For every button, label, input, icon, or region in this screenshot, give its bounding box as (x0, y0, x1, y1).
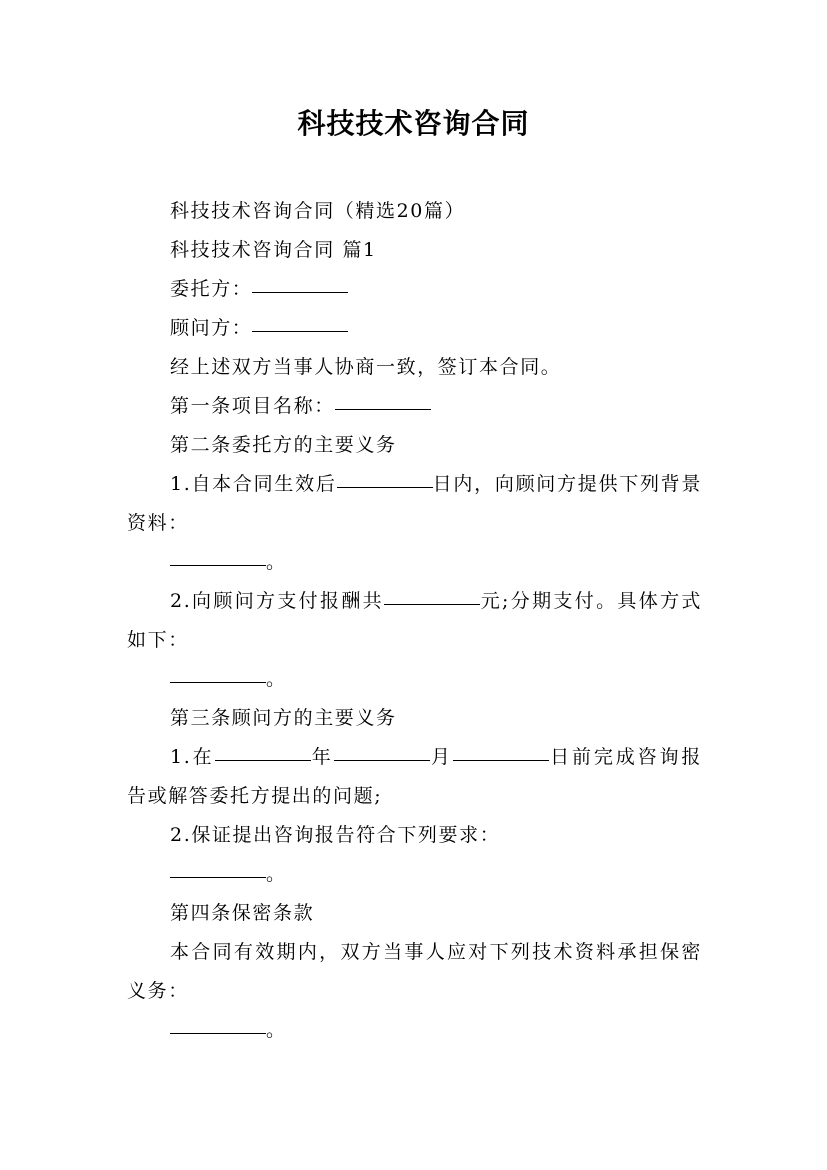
document-body (127, 192, 702, 1050)
article-4-text (127, 933, 702, 1011)
article-4-heading (127, 894, 702, 933)
article-1-label: 第一条项目名称： (170, 395, 335, 417)
article-1-line (127, 387, 702, 426)
payment-method-period: 。 (266, 668, 287, 690)
article-3-item-2 (127, 816, 702, 855)
requirements-blank (170, 876, 266, 878)
day-blank (453, 759, 549, 761)
payment-blank (384, 603, 480, 605)
materials-period: 。 (266, 551, 287, 573)
article-3-item-2-text: 2.保证提出咨询报告符合下列要求： (170, 824, 501, 846)
client-line (127, 270, 702, 309)
year-blank (215, 759, 311, 761)
article-2-heading (127, 426, 702, 465)
client-label: 委托方： (170, 278, 253, 300)
article-2-item-2-text-b: 元;分期支付。具体方式如下： (127, 590, 702, 651)
requirements-period: 。 (266, 863, 287, 885)
subtitle-text: 科技技术咨询合同（精选20篇） (170, 200, 466, 222)
payment-method-line (127, 660, 702, 699)
month-label: 月 (429, 746, 453, 768)
article-2-heading-text: 第二条委托方的主要义务 (170, 434, 397, 456)
consultant-label: 顾问方： (170, 317, 253, 339)
article-3-heading-text: 第三条顾问方的主要义务 (170, 707, 397, 729)
consultant-line (127, 309, 702, 348)
project-name-blank (335, 408, 431, 410)
materials-blank (170, 564, 266, 566)
requirements-line (127, 855, 702, 894)
payment-method-blank (170, 681, 266, 683)
article-3-item-1-text-a: 1.在 (170, 746, 215, 768)
month-blank (334, 759, 430, 761)
section-heading (127, 231, 702, 270)
subtitle-line (127, 192, 702, 231)
consultant-blank (252, 330, 348, 332)
agreement-line (127, 348, 702, 387)
confidential-materials-line (127, 1011, 702, 1050)
days-blank (337, 486, 433, 488)
article-2-item-2 (127, 582, 702, 660)
article-2-item-1-text-b: 日内，向顾问方提供下列背景资料： (127, 473, 702, 534)
section-heading-text: 科技技术咨询合同 篇1 (170, 239, 377, 261)
article-4-heading-text: 第四条保密条款 (170, 902, 315, 924)
year-label: 年 (310, 746, 334, 768)
confidential-materials-blank (170, 1032, 266, 1034)
article-3-item-1-text-b: 日前完成咨询报告或解答委托方提出的问题; (127, 746, 703, 807)
article-2-item-1-text-a: 1.自本合同生效后 (170, 473, 337, 495)
article-3-item-1 (127, 738, 702, 816)
client-blank (252, 291, 348, 293)
article-2-item-1 (127, 465, 702, 543)
document-title: 科技技术咨询合同 (297, 107, 530, 140)
agreement-text: 经上述双方当事人协商一致，签订本合同。 (170, 356, 562, 378)
confidential-materials-period: 。 (266, 1019, 287, 1041)
materials-line (127, 543, 702, 582)
article-2-item-2-text-a: 2.向顾问方支付报酬共 (170, 590, 384, 612)
confidentiality-text: 本合同有效期内，双方当事人应对下列技术资料承担保密义务： (127, 941, 702, 1002)
article-3-heading (127, 699, 702, 738)
